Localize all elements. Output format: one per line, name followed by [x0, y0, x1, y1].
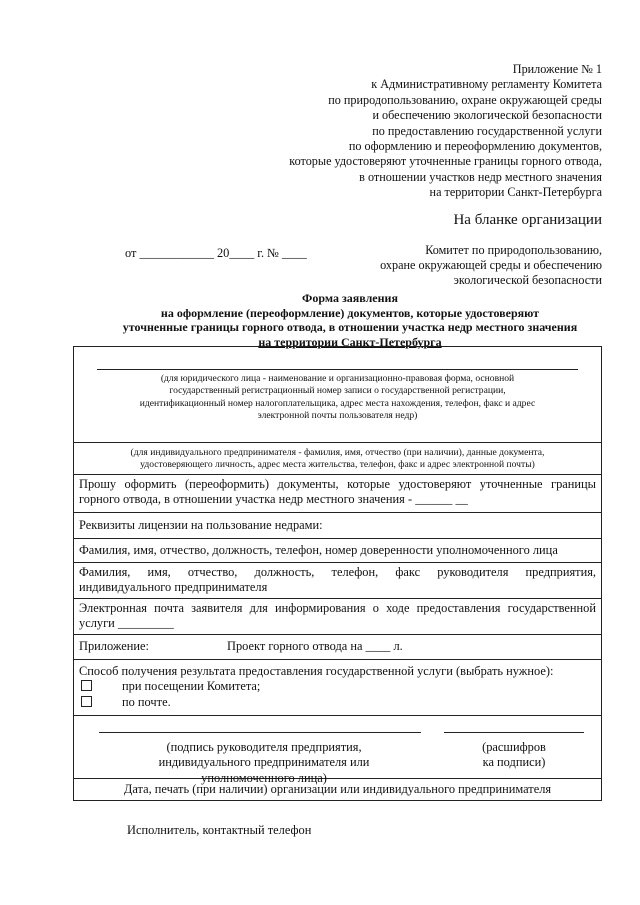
hint-line: (для индивидуального предпринимателя - фамилия, имя, отчество (при наличии), данные документа,	[130, 447, 545, 458]
request-row	[74, 474, 602, 512]
license-label: Реквизиты лицензии на пользование недрами:	[79, 517, 323, 532]
representative-cell[interactable]	[74, 538, 602, 562]
form-title-line: Форма заявления	[302, 291, 398, 305]
signature-hint	[119, 740, 409, 787]
appendix-line: по природопользованию, охране окружающей среды	[328, 92, 602, 107]
attachment-row	[74, 634, 602, 659]
license-cell[interactable]	[74, 512, 602, 538]
legal-entity-hint	[79, 373, 596, 423]
hint-line: электронной почты пользователя недр)	[257, 410, 418, 422]
hint-line: удостоверяющего личность, адрес места жительства, телефон, факс и адрес электронной почты)	[140, 459, 535, 471]
attachment-cell[interactable]	[74, 634, 602, 659]
signature-lines	[79, 718, 596, 740]
signature-cell[interactable]	[74, 715, 602, 785]
date-number-line: от ____________ 20____ г. № ____	[125, 246, 307, 260]
appendix-line: на территории Санкт-Петербурга	[429, 185, 602, 200]
attachment-label: Приложение:	[79, 638, 149, 653]
appendix-line: Приложение № 1	[512, 62, 602, 76]
director-line: индивидуального предпринимателя	[79, 580, 268, 595]
checkbox-visit[interactable]	[81, 680, 92, 691]
entrepreneur-hint	[79, 447, 596, 472]
option-label: по почте.	[122, 694, 171, 709]
hint-line: (для юридического лица - наименование и организационно-правовая форма, основной	[160, 373, 515, 384]
director-row	[74, 562, 602, 598]
entrepreneur-cell[interactable]	[74, 443, 602, 475]
legal-entity-fill-line	[97, 369, 578, 370]
addressee	[330, 243, 602, 289]
director-cell[interactable]	[74, 562, 602, 598]
addressee-line: экологической безопасности	[453, 273, 602, 288]
email-line: Электронная почта заявителя для информирования о ходе предоставления государственной	[79, 600, 596, 615]
appendix-line: которые удостоверяют уточненные границы горного отвода,	[289, 154, 602, 169]
attachment-line	[79, 639, 596, 657]
appendix-line: и обеспечению экологической безопасности	[372, 108, 602, 123]
appendix-header	[250, 62, 602, 201]
decoding-hint	[454, 740, 574, 771]
hint-line: индивидуального предпринимателя или	[158, 755, 370, 770]
signature-row	[74, 715, 602, 778]
delivery-cell	[74, 659, 602, 715]
form-title-line: уточненные границы горного отвода, в отношении участка недр местного значения	[122, 320, 578, 334]
form-title	[60, 291, 640, 349]
appendix-line: к Административному регламенту Комитета	[371, 77, 602, 92]
signature-fill-line	[99, 732, 421, 733]
letterhead-note: На бланке организации	[453, 212, 602, 228]
legal-entity-cell[interactable]	[74, 347, 602, 443]
hint-line: (расшифров	[482, 739, 546, 754]
email-line: услуги _________	[79, 616, 174, 631]
hint-line: ка подписи)	[482, 755, 546, 770]
hint-line: уполномоченного лица)	[201, 770, 327, 785]
attachment-value: Проект горного отвода на ____ л.	[227, 638, 403, 653]
legal-entity-row	[74, 347, 602, 443]
form-title-line: на территории Санкт-Петербурга	[258, 334, 442, 349]
delivery-option-mail[interactable]	[79, 695, 596, 711]
addressee-line: охране окружающей среды и обеспечению	[380, 258, 602, 273]
form-title-line: на оформление (переоформление) документов, которые удостоверяют	[160, 305, 540, 320]
addressee-line: Комитет по природопользованию,	[425, 243, 602, 257]
hint-line: (подпись руководителя предприятия,	[166, 739, 362, 754]
email-row	[74, 598, 602, 634]
executor-contact: Исполнитель, контактный телефон	[127, 823, 312, 837]
license-row	[74, 512, 602, 538]
request-cell[interactable]	[74, 474, 602, 512]
stamp-label: Дата, печать (при наличии) организации или индивидуального предпринимателя	[123, 781, 552, 796]
hint-line: идентификационный номер налогоплательщика, адрес места нахождения, телефон, факс и адрес	[139, 397, 536, 409]
email-cell[interactable]	[74, 598, 602, 634]
delivery-title: Способ получения результата предоставления государственной услуги (выбрать нужное):	[79, 663, 554, 678]
checkbox-mail[interactable]	[81, 696, 92, 707]
director-line: Фамилия, имя, отчество, должность, телефон, факс руководителя предприятия,	[79, 564, 596, 579]
delivery-option-visit[interactable]	[79, 679, 596, 695]
appendix-line: по оформлению и переоформлению документов,	[348, 139, 602, 154]
appendix-line: по предоставлению государственной услуги	[372, 123, 602, 138]
application-form-table	[73, 346, 602, 801]
representative-label: Фамилия, имя, отчество, должность, телефон, номер доверенности уполномоченного лица	[79, 542, 558, 557]
signature-hints	[79, 739, 596, 785]
hint-line: государственный регистрационный номер записи о государственной регистрации,	[169, 385, 506, 397]
option-label: при посещении Комитета;	[122, 679, 261, 694]
request-line: горного отвода, в отношении участка недр местного значения - ______ __	[79, 492, 468, 507]
request-line: Прошу оформить (переоформить) документы, которые удостоверяют уточненные границы	[79, 476, 596, 491]
decoding-fill-line	[444, 732, 584, 733]
entrepreneur-row	[74, 443, 602, 475]
appendix-line: в отношении участков недр местного значения	[359, 169, 602, 184]
delivery-row	[74, 659, 602, 715]
representative-row	[74, 538, 602, 562]
